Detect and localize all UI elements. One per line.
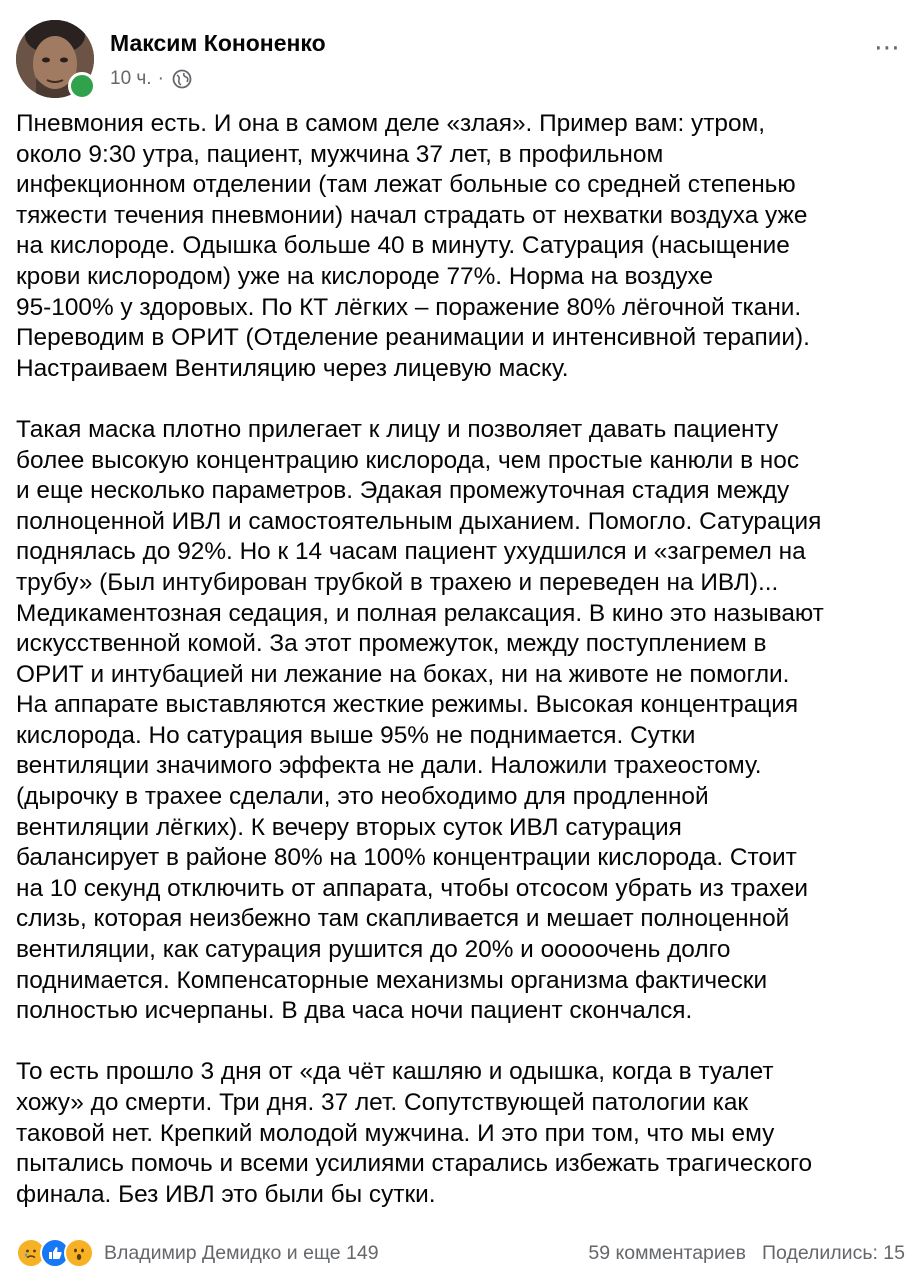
- post-paragraph: Такая маска плотно прилегает к лицу и позволяет давать пациенту более высокую концентрацию кислорода, чем простые канюли в нос и еще несколько параметров. Эдакая промежуточная стадия между полноценной ИВЛ и самостоятельным дыханием. Помогло. Сатурация поднялась до 92%. Но к 14 часам пациент ухудшился и «загремел на трубу» (Был интубирован трубкой в трахею и переведен на ИВЛ)... Медикаментозная седация, и полная релаксация. В кино это называют искусственной комой. За этот промежуток, между поступлением в ОРИТ и интубацией ни лежание на боках, ни на животе не помогли. На аппарате выставляются жесткие режимы. Высокая концентрация кислорода. Но сатурация выше 95% не поднимается. Сутки вентиляции значимого эффекта не дали. Наложили трахеостому. (дырочку в трахее сделали, это необходимо для продленной вентиляции лёгких). К вечеру вторых суток ИВЛ сатурация балансирует в районе 80% на 100% концентрации кислорода. Стоит на 10 секунд отключить от аппарата, чтобы отсосом убрать из трахеи слизь, которая неизбежно там скапливается и мешает полноценной вентиляции, как сатурация рушится до 20% и ооооочень долго поднимается. Компенсаторные механизмы организма фактически полностью исчерпаны. В два часа ночи пациент скончался.: [16, 415, 824, 1025]
- post-paragraph: Пневмония есть. И она в самом деле «злая». Пример вам: утром, около 9:30 утра, пациент, мужчина 37 лет, в профильном инфекционном отделении (там лежат больные со средней степенью тяжести течения пневмонии) начал страдать от нехватки воздуха уже на кислороде. Одышка больше 40 в минуту. Сатурация (насыщение крови кислородом) уже на кислороде 77%. Норма на воздухе 95-100% у здоровых. По КТ лёгких – поражение 80% лёгочной ткани. Переводим в ОРИТ (Отделение реанимации и интенсивной терапии). Настраиваем Вентиляцию через лицевую маску.: [16, 110, 810, 382]
- post-footer: [16, 1236, 905, 1270]
- post-header: [16, 20, 905, 104]
- shares-count[interactable]: Поделились: 15: [762, 1241, 905, 1264]
- comments-count[interactable]: 59 комментариев: [588, 1241, 747, 1264]
- reactions-summary[interactable]: Владимир Демидко и еще 149: [104, 1241, 379, 1264]
- post-paragraph: То есть прошло 3 дня от «да чёт кашляю и одышка, когда в туалет хожу» до смерти. Три дня. 37 лет. Сопутствующей патологии как таковой нет. Крепкий молодой мужчина. И это при том, что мы ему пытались помочь и всеми усилиями старались избежать трагического финала. Без ИВЛ это были бы сутки.: [16, 1058, 813, 1208]
- author-name[interactable]: Максим Кононенко: [110, 30, 326, 56]
- wow-reaction-icon: [64, 1238, 94, 1268]
- post-time[interactable]: 10 ч.: [110, 68, 152, 89]
- meta-separator: ·: [157, 68, 164, 89]
- post-body: [16, 109, 911, 1210]
- globe-icon[interactable]: [172, 69, 192, 89]
- post-meta: [110, 68, 192, 90]
- more-options-icon[interactable]: ⋯: [874, 32, 901, 62]
- online-status-dot: [68, 72, 96, 100]
- reaction-icons[interactable]: [16, 1238, 94, 1268]
- author-avatar[interactable]: [16, 20, 94, 98]
